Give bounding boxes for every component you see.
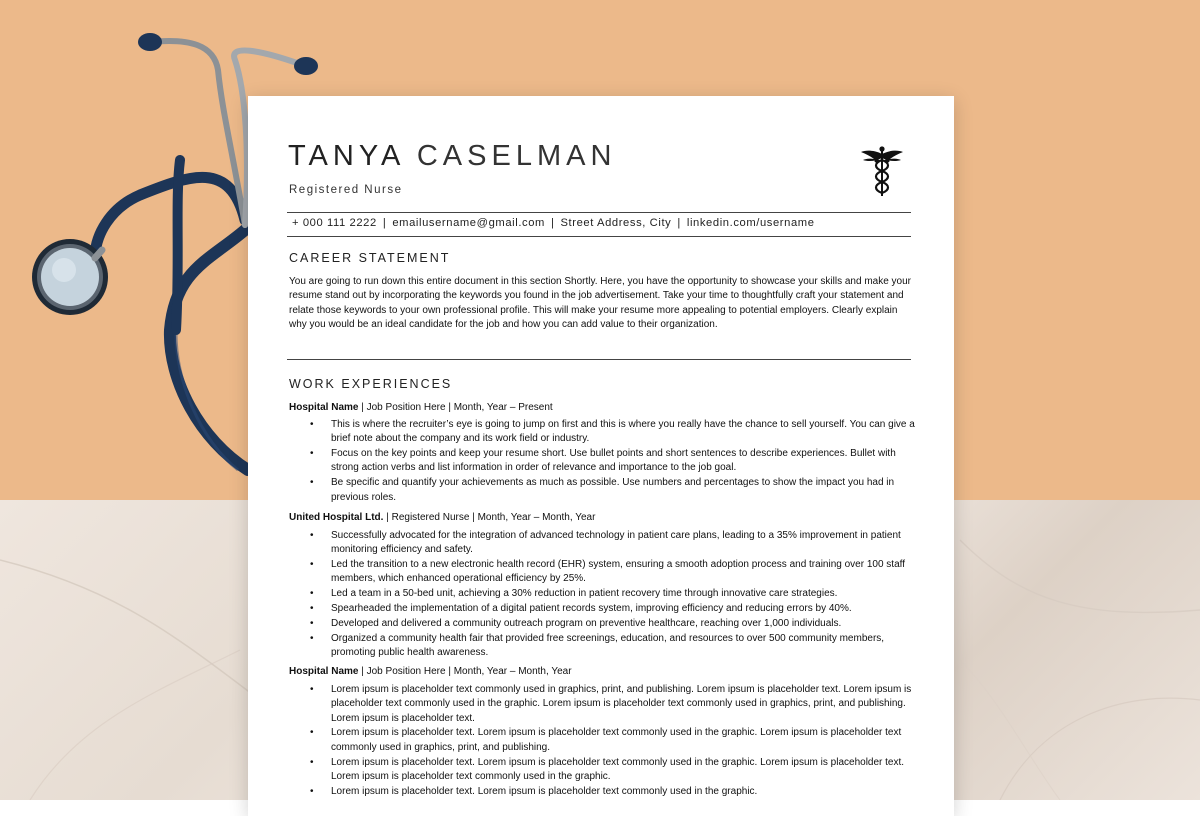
separator: | xyxy=(550,217,555,229)
candidate-name xyxy=(288,140,616,173)
divider-contact xyxy=(287,236,911,237)
employer-name: Hospital Name xyxy=(289,402,359,413)
list-item: • Lorem ipsum is placeholder text. Lorem ipsum is placeholder text commonly used in the graphic. Lorem ipsum is placeholder text commonly used in graphics, print, and publishing. xyxy=(331,726,916,755)
job-title: Registered Nurse xyxy=(289,184,403,196)
last-name: CASELMAN xyxy=(416,140,617,172)
job-bullets xyxy=(289,418,916,506)
contact-line xyxy=(292,217,815,229)
linkedin-url: linkedin.com/username xyxy=(686,217,815,229)
divider-career xyxy=(287,359,911,360)
job-bullets xyxy=(289,529,916,661)
list-item: • Lorem ipsum is placeholder text. Lorem ipsum is placeholder text commonly used in the graphic. xyxy=(331,785,916,799)
list-item: • This is where the recruiter’s eye is going to jump on first and this is where you really have the chance to sell yourself. You can give a brief note about the company and its work field or industry. xyxy=(331,418,916,447)
job-details: | Registered Nurse | Month, Year – Month, Year xyxy=(383,512,596,523)
job-header xyxy=(289,512,595,523)
caduceus-icon xyxy=(860,144,904,198)
resume-page xyxy=(248,96,954,816)
job-details: | Job Position Here | Month, Year – Month, Year xyxy=(358,666,572,677)
phone-number: + 000 111 2222 xyxy=(292,217,377,229)
separator: | xyxy=(677,217,681,229)
job-details: | Job Position Here | Month, Year – Present xyxy=(358,402,553,413)
list-item: • Successfully advocated for the integration of advanced technology in patient care plans, leading to a 35% improvement in patient monitoring efficiency and safety. xyxy=(331,529,916,558)
career-heading: CAREER STATEMENT xyxy=(289,251,451,265)
list-item: • Spearheaded the implementation of a digital patient records system, improving efficiency and reducing errors by 40%. xyxy=(331,602,916,616)
street-address: Street Address, City xyxy=(560,217,672,229)
list-item: • Lorem ipsum is placeholder text. Lorem ipsum is placeholder text commonly used in the graphic. Lorem ipsum is placeholder text. Lorem ipsum is placeholder text commonly used in the graphic. xyxy=(331,756,916,785)
first-name: TANYA xyxy=(288,140,404,172)
list-item: • Led a team in a 50-bed unit, achieving a 30% reduction in patient recovery time through innovative care strategies. xyxy=(331,587,916,601)
list-item: • Be specific and quantify your achievements as much as possible. Use numbers and percentages to show the impact you had in previous roles. xyxy=(331,476,916,505)
email-address: emailusername@gmail.com xyxy=(392,217,545,229)
separator: | xyxy=(382,217,387,229)
job-bullets xyxy=(289,683,916,800)
list-item: • Developed and delivered a community outreach program on preventive healthcare, reaching over 1,000 individuals. xyxy=(331,617,916,631)
list-item: • Led the transition to a new electronic health record (EHR) system, ensuring a smooth adoption process and training over 100 staff members, which enhanced operational efficiency by 25%. xyxy=(331,558,916,587)
job-header xyxy=(289,666,572,677)
work-heading: WORK EXPERIENCES xyxy=(289,377,453,391)
list-item: • Organized a community health fair that provided free screenings, education, and resources to over 500 community members, promoting public health awareness. xyxy=(331,632,916,661)
career-statement: You are going to run down this entire document in this section Shortly. Here, you have the opportunity to showcase your skills and make your resume stand out by incorporating the keywords you found in the job advertisement. Take your time to thoughtfully craft your statement and relate those keywords to your own professional profile. This will make your resume more appealing to potential employers. Clearly explain why you would be an ideal candidate for the job and how you can add value to their organization. xyxy=(289,276,912,330)
list-item: • Lorem ipsum is placeholder text commonly used in graphics, print, and publishing. Lorem ipsum is placeholder text. Lorem ipsum is placeholder text commonly used in the graphic. Lorem ipsum is placeholder text commonly used in graphics, print, and publishing. Lorem ipsum is placeholder text. xyxy=(331,683,916,726)
employer-name: Hospital Name xyxy=(289,666,359,677)
list-item: • Focus on the key points and keep your resume short. Use bullet points and short sentences to describe experiences. Bullet with strong action verbs and list information in order of relevance and importance to the job goal. xyxy=(331,447,916,476)
employer-name: United Hospital Ltd. xyxy=(289,512,384,523)
divider-top xyxy=(287,212,911,213)
job-header xyxy=(289,402,553,413)
